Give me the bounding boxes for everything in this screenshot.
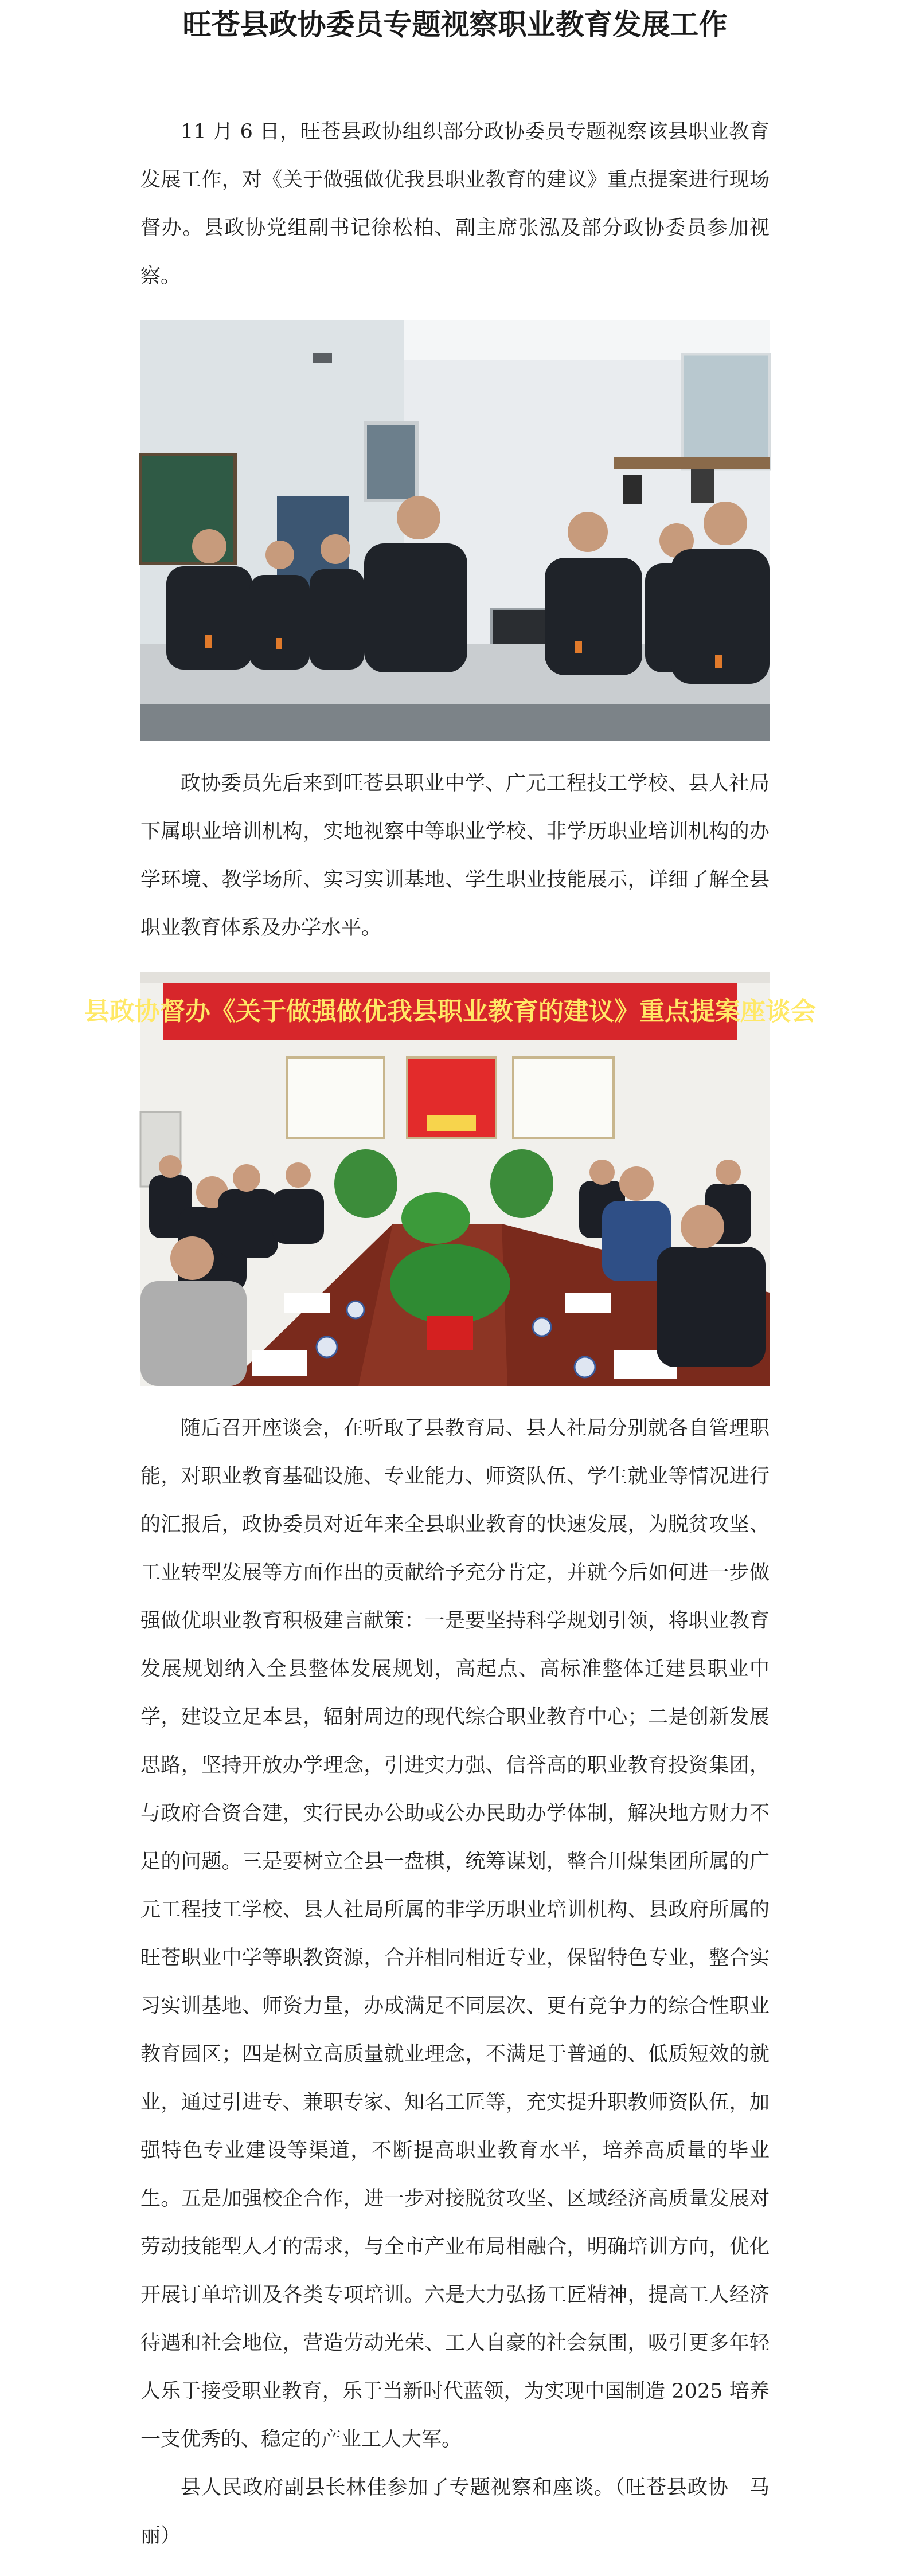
article-paragraph: 政协委员先后来到旺苍县职业中学、广元工程技工学校、县人社局下属职业培训机构，实地视察中等职业学校、非学历职业培训机构的办学环境、教学场所、实习实训基地、学生职业技能展示，详细了解全县职业教育体系及办学水平。 <box>140 772 770 939</box>
inspection-photo <box>140 320 770 741</box>
article-byline-paragraph: 县人民政府副县长林佳参加了专题视察和座谈。（旺苍县政协 马丽） <box>140 2476 770 2547</box>
article-paragraph: 11 月 6 日，旺苍县政协组织部分政协委员专题视察该县职业教育发展工作，对《关于做强做优我县职业教育的建议》重点提案进行现场督办。县政协党组副书记徐松柏、副主席张泓及部分政协委员参加视察。 <box>140 120 770 288</box>
article-paragraph: 随后召开座谈会，在听取了县教育局、县人社局分别就各自管理职能，对职业教育基础设施、专业能力、师资队伍、学生就业等情况进行的汇报后，政协委员对近年来全县职业教育的快速发展，为脱贫攻坚、工业转型发展等方面作出的贡献给予充分肯定，并就今后如何进一步做强做优职业教育积极建言献策：一是要坚持科学规划引领，将职业教育发展规划纳入全县整体发展规划，高起点、高标准整体迁建县职业中学，建设立足本县，辐射周边的现代综合职业教育中心；二是创新发展思路，坚持开放办学理念，引进实力强、信誉高的职业教育投资集团，与政府合资合建，实行民办公助或公办民助办学体制，解决地方财力不足的问题。三是要树立全县一盘棋，统筹谋划，整合川煤集团所属的广元工程技工学校、县人社局所属的非学历职业培训机构、县政府所属的旺苍职业中学等职教资源，合并相同相近专业，保留特色专业，整合实习实训基地、师资力量，办成满足不同层次、更有竞争力的综合性职业教育园区；四是树立高质量就业理念，不满足于普通的、低质短效的就业，通过引进专、兼职专家、知名工匠等，充实提升职教师资队伍，加强特色专业建设等渠道，不断提高职业教育水平，培养高质量的毕业生。五是加强校企合作，进一步对接脱贫攻坚、区域经济高质量发展对劳动技能型人才的需求，与全市产业布局相融合，明确培训方向，优化开展订单培训及各类专项培训。六是大力弘扬工匠精神，提高工人经济待遇和社会地位，营造劳动光荣、工人自豪的社会氛围，吸引更多年轻人乐于接受职业教育，乐于当新时代蓝领，为实现中国制造 2025 培养一支优秀的、稳定的产业工人大军。 <box>140 1417 770 2451</box>
article-title: 旺苍县政协委员专题视察职业教育发展工作 <box>182 8 728 41</box>
meeting-banner-text: 县政协督办《关于做强做优我县职业教育的建议》重点提案座谈会 <box>84 997 816 1026</box>
meeting-photo-illustration <box>84 972 816 1386</box>
news-article <box>84 0 816 2560</box>
meeting-photo <box>84 972 816 1386</box>
inspection-photo-illustration <box>140 320 770 741</box>
